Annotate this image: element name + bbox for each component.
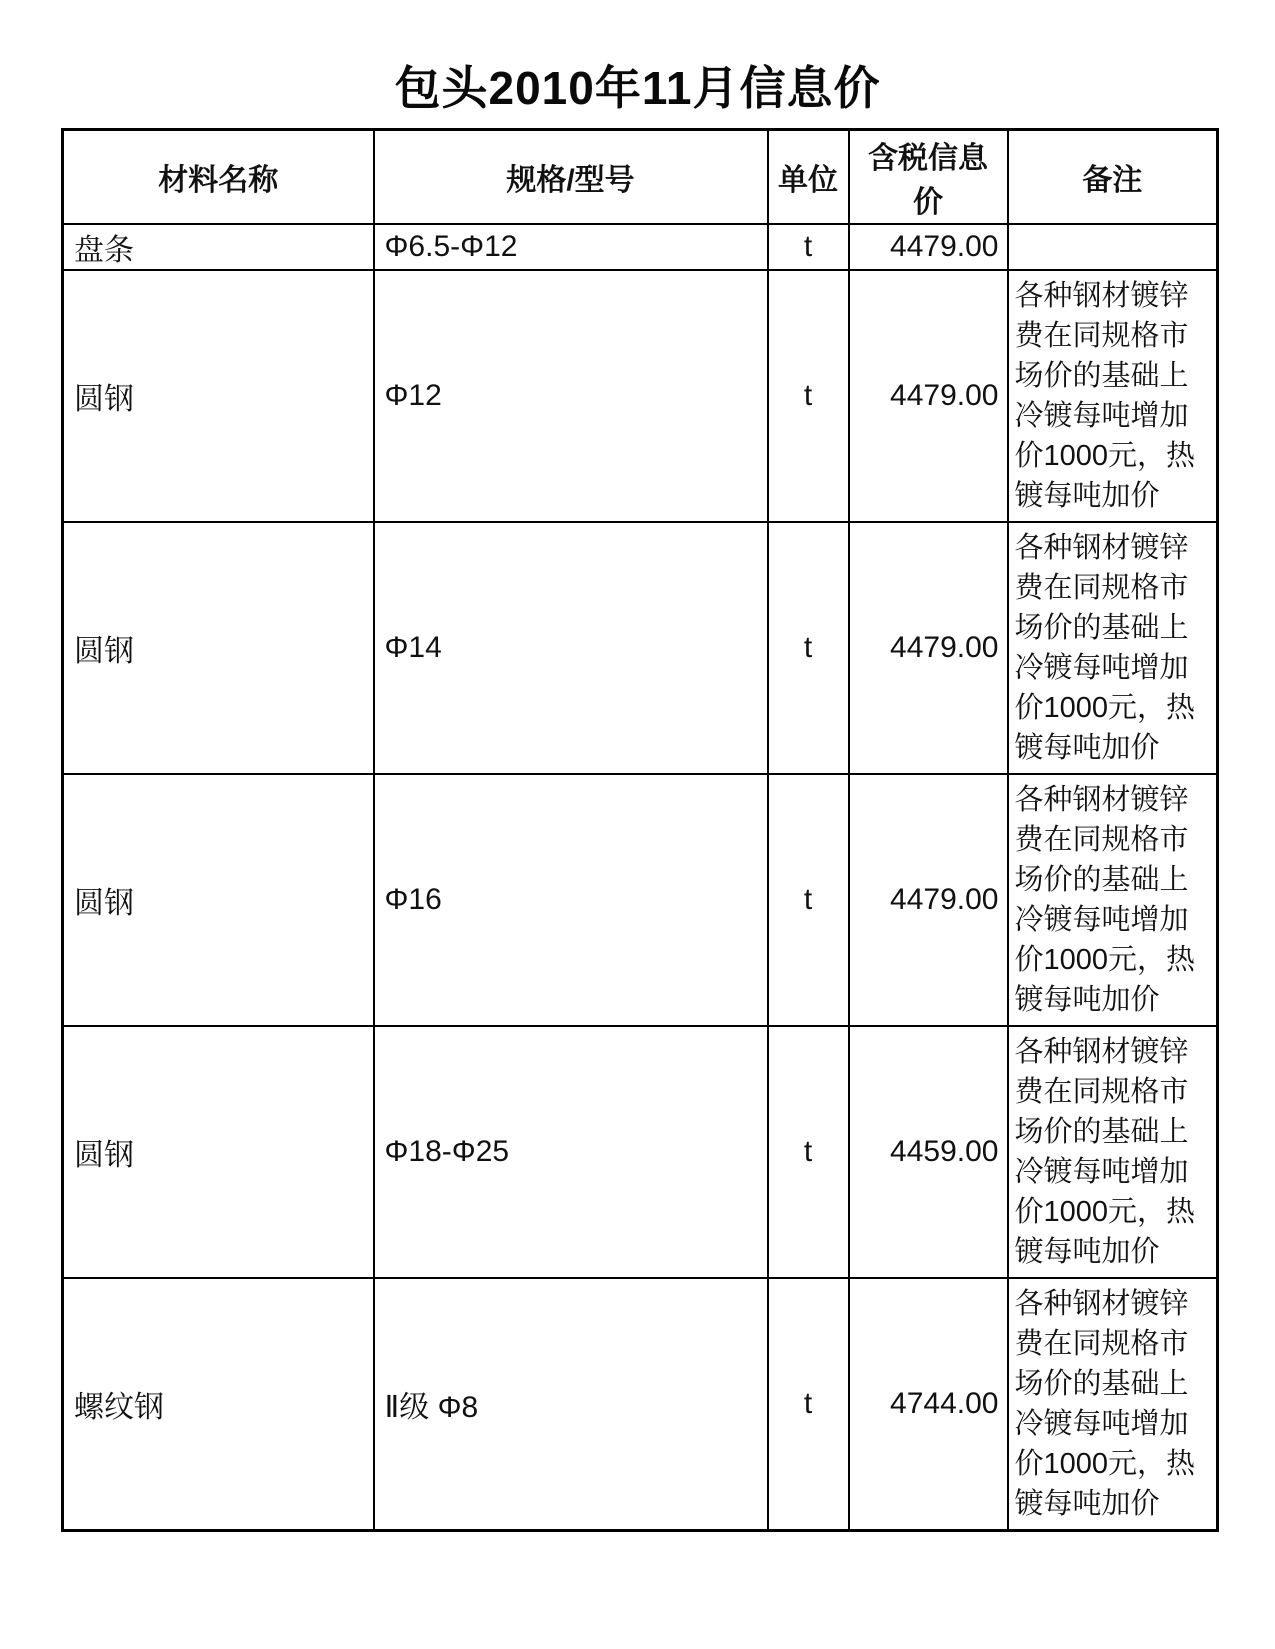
- cell-price: 4459.00: [849, 1026, 1008, 1278]
- col-header-remark: 备注: [1008, 130, 1218, 225]
- cell-remark: 各种钢材镀锌费在同规格市场价的基础上冷镀每吨增加价1000元，热镀每吨加价: [1008, 1026, 1218, 1278]
- cell-spec: Ⅱ级 Φ8: [374, 1278, 768, 1530]
- table-row: [63, 1278, 1218, 1530]
- table-header-row: [63, 130, 1218, 225]
- col-header-material-name: 材料名称: [63, 130, 374, 225]
- col-header-tax-price: 含税信息价: [849, 130, 1008, 225]
- cell-material-name: 圆钢: [63, 774, 374, 1026]
- col-header-spec-model: 规格/型号: [374, 130, 768, 225]
- cell-spec: Φ12: [374, 270, 768, 522]
- cell-unit: t: [768, 224, 849, 270]
- cell-material-name: 盘条: [63, 224, 374, 270]
- cell-remark: 各种钢材镀锌费在同规格市场价的基础上冷镀每吨增加价1000元，热镀每吨加价: [1008, 270, 1218, 522]
- col-header-unit: 单位: [768, 130, 849, 225]
- cell-unit: t: [768, 1026, 849, 1278]
- cell-unit: t: [768, 270, 849, 522]
- cell-unit: t: [768, 522, 849, 774]
- cell-spec: Φ14: [374, 522, 768, 774]
- cell-material-name: 圆钢: [63, 522, 374, 774]
- cell-material-name: 螺纹钢: [63, 1278, 374, 1530]
- cell-remark: [1008, 224, 1218, 270]
- cell-price: 4479.00: [849, 522, 1008, 774]
- table-row: [63, 1026, 1218, 1278]
- cell-price: 4479.00: [849, 774, 1008, 1026]
- price-table: [61, 128, 1219, 1532]
- table-row: [63, 522, 1218, 774]
- cell-price: 4744.00: [849, 1278, 1008, 1530]
- table-row: [63, 270, 1218, 522]
- cell-remark: 各种钢材镀锌费在同规格市场价的基础上冷镀每吨增加价1000元，热镀每吨加价: [1008, 1278, 1218, 1530]
- cell-spec: Φ6.5-Φ12: [374, 224, 768, 270]
- cell-spec: Φ16: [374, 774, 768, 1026]
- cell-spec: Φ18-Φ25: [374, 1026, 768, 1278]
- table-row: [63, 224, 1218, 270]
- table-row: [63, 774, 1218, 1026]
- cell-remark: 各种钢材镀锌费在同规格市场价的基础上冷镀每吨增加价1000元，热镀每吨加价: [1008, 774, 1218, 1026]
- page-title: 包头2010年11月信息价: [394, 62, 881, 114]
- cell-unit: t: [768, 774, 849, 1026]
- cell-remark: 各种钢材镀锌费在同规格市场价的基础上冷镀每吨增加价1000元，热镀每吨加价: [1008, 522, 1218, 774]
- cell-material-name: 圆钢: [63, 1026, 374, 1278]
- cell-price: 4479.00: [849, 224, 1008, 270]
- cell-material-name: 圆钢: [63, 270, 374, 522]
- cell-unit: t: [768, 1278, 849, 1530]
- cell-price: 4479.00: [849, 270, 1008, 522]
